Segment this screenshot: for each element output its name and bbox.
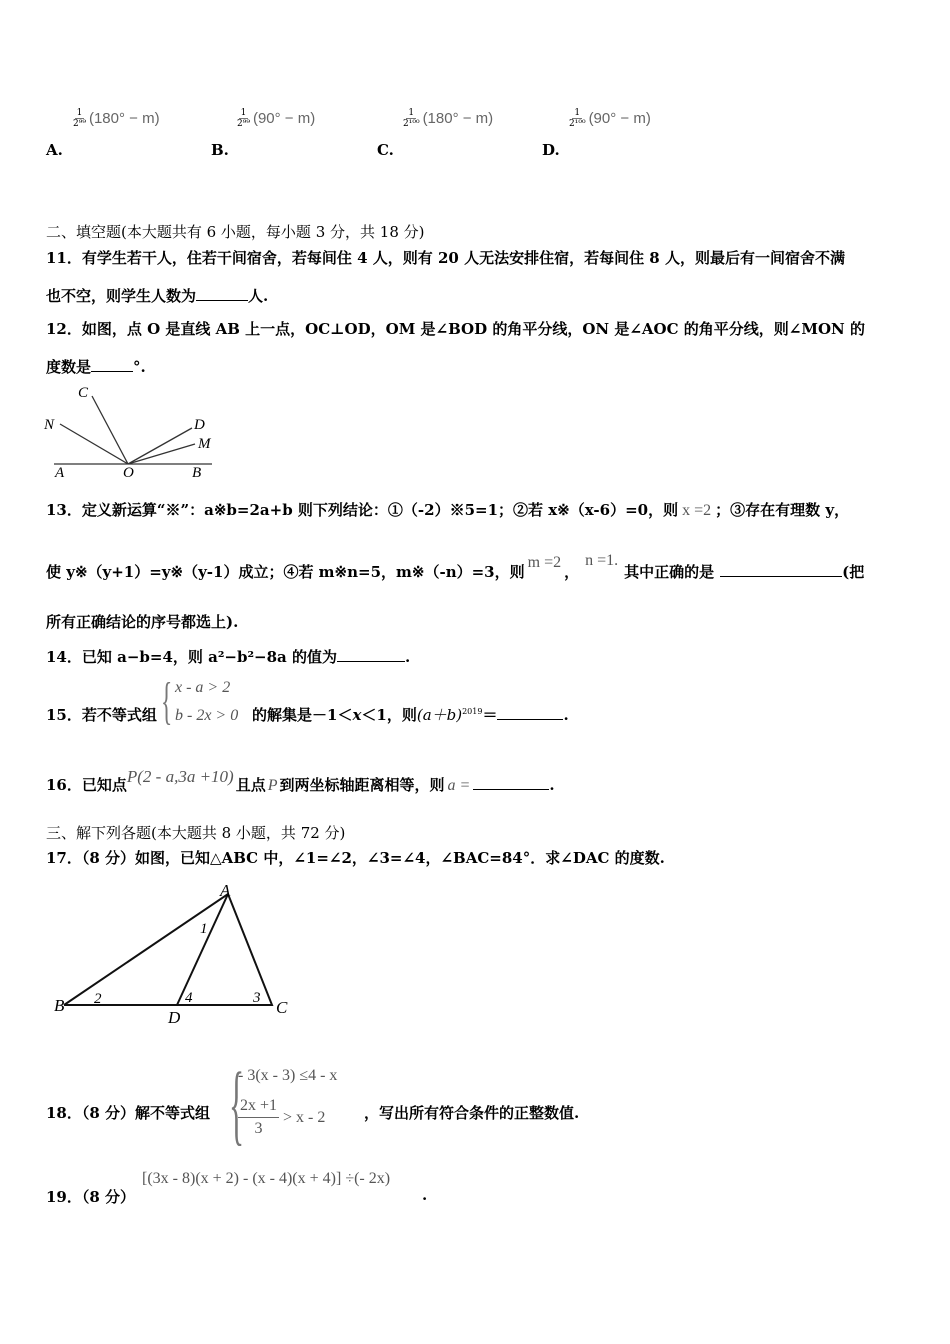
ray-om [128, 444, 195, 464]
label-a: A [55, 465, 65, 481]
q15-row1: x - a > 2 [175, 679, 231, 696]
q11-line1: 11．有学生若干人，住若干间宿舍，若每间住 4 人，则有 20 人无法安排住宿，若每间住 8 人，则最后有一间宿舍不满 [46, 249, 845, 267]
q15-rest: 的解集是－1＜x＜1，则$(a+b)^{2019}=$ . [252, 706, 569, 724]
q12-figure [40, 382, 225, 482]
label-n: N [44, 417, 55, 433]
angle-3: 3 [253, 990, 261, 1006]
label-m: M [198, 436, 211, 452]
q15-answer-blank[interactable] [497, 705, 563, 720]
q18-row1: - 3(x - 3) ≤4 - x [238, 1067, 338, 1084]
q13-answer-blank[interactable] [720, 562, 842, 577]
q18-row2: 2x +1 3 > x - 2 [240, 1097, 326, 1137]
q15-brace: { [161, 673, 173, 730]
section-2-title: 二、填空题(本大题共有 6 小题，每小题 3 分，共 18 分) [46, 223, 425, 241]
label-c: C [276, 998, 288, 1017]
option-d[interactable]: D. [542, 141, 560, 159]
q18-prefix: 18．（8 分）解不等式组 [46, 1104, 211, 1122]
angle-2: 2 [94, 991, 102, 1007]
angle-1: 1 [200, 921, 208, 937]
q13-line2: 使 y※（y+1）=y※（y-1）成立；④若 m※n=5，m※（-n）=3，则m =2，n =1.其中正确的是 (把 [46, 552, 865, 581]
q19-suffix: . [422, 1186, 428, 1204]
q11-answer-blank[interactable] [196, 286, 248, 301]
label-b: B [54, 996, 65, 1015]
q19-expression: [(3x - 8)(x + 2) - (x - 4)(x + 4)] ÷(- 2x) [142, 1170, 391, 1187]
q18-brace: { [229, 1055, 245, 1154]
section-3-title: 三、解下列各题(本大题共 8 小题，共 72 分) [46, 824, 346, 842]
q17-figure [50, 878, 300, 1028]
option-a-expression: $\frac{1}{\text{2⁹⁹}}$ (180° − m) [73, 108, 160, 129]
angle-4: 4 [185, 990, 193, 1006]
label-d: D [194, 417, 205, 433]
label-o: O [123, 465, 134, 481]
q12-answer-blank[interactable] [91, 357, 133, 372]
label-c: C [78, 385, 89, 401]
q13-line1: 13．定义新运算“※”：a※b=2a+b 则下列结论：①（-2）※5=1；②若 x※（x-6）=0，则 x =2 ；③存在有理数 y， [46, 501, 850, 519]
q11-line2: 也不空，则学生人数为 人. [46, 287, 269, 305]
option-a[interactable]: A. [46, 141, 63, 159]
label-b: B [192, 465, 202, 481]
option-c-expression: $\frac{1}{\text{2¹⁰⁰}}$ (180° − m) [403, 108, 494, 129]
label-d: D [168, 1008, 181, 1027]
ray-od [128, 428, 192, 464]
q14-answer-blank[interactable] [337, 647, 405, 662]
q12-line1: 12．如图，点 O 是直线 AB 上一点，OC⊥OD，OM 是∠BOD 的角平分线，ON 是∠AOC 的角平分线，则∠MON 的 [46, 320, 865, 338]
q16-answer-blank[interactable] [473, 775, 549, 790]
option-b[interactable]: B. [211, 141, 229, 159]
q13-line3: 所有正确结论的序号都选上). [46, 613, 239, 631]
q14: 14．已知 a−b=4，则 a²−b²−8a 的值为 . [46, 648, 411, 666]
q17-text: 17．（8 分）如图，已知△ABC 中，∠1=∠2，∠3=∠4，∠BAC=84°．求∠DAC 的度数. [46, 849, 665, 867]
q18-suffix: ，写出所有符合条件的正整数值. [364, 1104, 580, 1122]
q16: 16．已知点P(2 - a,3a +10) 且点 P 到两坐标轴距离相等，则 a = . [46, 767, 555, 794]
option-c[interactable]: C. [377, 141, 394, 159]
q12-line2: 度数是 °. [46, 358, 146, 376]
triangle-abc [64, 894, 272, 1005]
option-d-expression: $\frac{1}{\text{2¹⁰⁰}}$ (90° − m) [569, 108, 651, 129]
q19-prefix: 19．（8 分） [46, 1188, 136, 1206]
option-b-expression: $\frac{1}{\text{2⁹⁹}}$ (90° − m) [237, 108, 316, 129]
label-a: A [220, 881, 231, 900]
q15-row2: b - 2x > 0 [175, 707, 239, 724]
q15-prefix: 15．若不等式组 [46, 706, 157, 724]
